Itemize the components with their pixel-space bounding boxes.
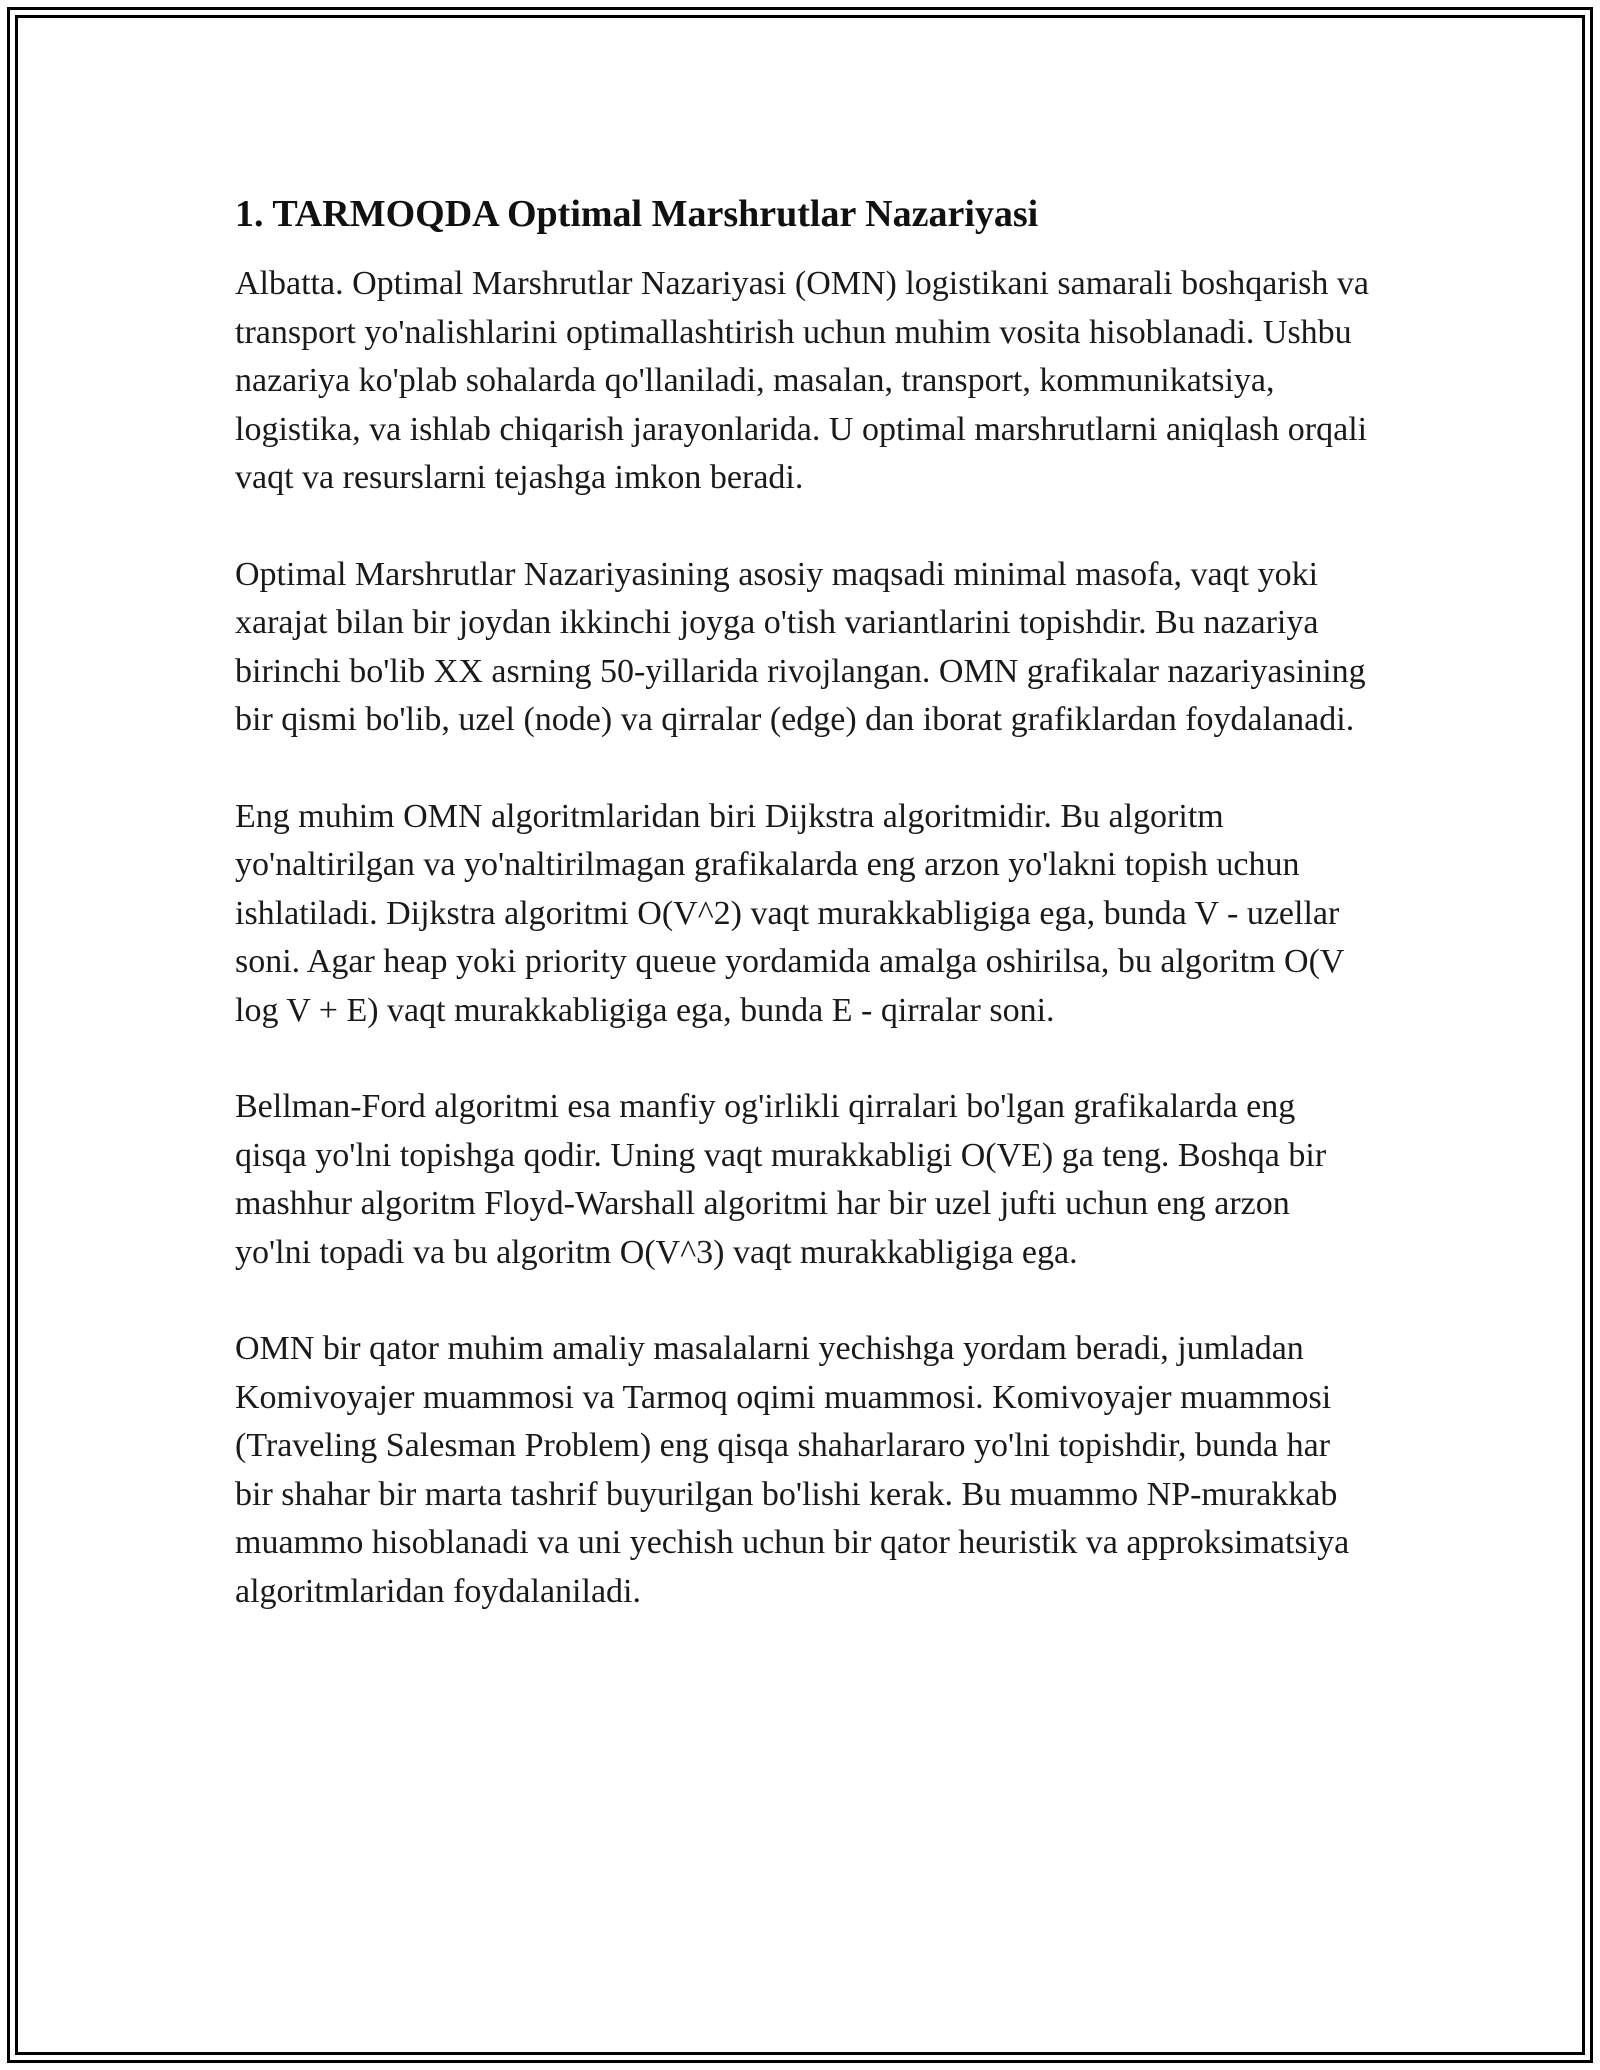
paragraph-applications: OMN bir qator muhim amaliy masalalarni yechishga yordam beradi, jumladan Komivoyajer muammosi va Tarmoq oqimi muammosi. Komivoyajer muammosi (Traveling Salesman Problem) eng qisqa shaharlararo yo'lni topishdir, bunda har bir shahar bir marta tashrif buyurilgan bo'lishi kerak. Bu muammo NP-murakkab muammo hisoblanadi va uni yechish uchun bir qator heuristik va approksimatsiya algoritmlaridan foydalaniladi.: [235, 1330, 1350, 1610]
document-body: [235, 190, 1370, 1664]
paragraph-purpose: Optimal Marshrutlar Nazariyasining asosiy maqsadi minimal masofa, vaqt yoki xarajat bilan bir joydan ikkinchi joyga o'tish variantlarini topishdir. Bu nazariya birinchi bo'lib XX asrning 50-yillarida rivojlangan. OMN grafikalar nazariyasining bir qismi bo'lib, uzel (node) va qirralar (edge) dan iborat grafiklardan foydalanadi.: [235, 555, 1366, 738]
paragraph-bellman-ford: Bellman-Ford algoritmi esa manfiy og'irlikli qirralari bo'lgan grafikalarda eng qisqa yo'lni topishga qodir. Uning vaqt murakkabligi O(VE) ga teng. Boshqa bir mashhur algoritm Floyd-Warshall algoritmi har bir uzel jufti uchun eng arzon yo'lni topadi va bu algoritm O(V^3) vaqt murakkabligiga ega.: [235, 1088, 1327, 1271]
paragraph-intro: Albatta. Optimal Marshrutlar Nazariyasi (OMN) logistikani samarali boshqarish va transport yo'nalishlarini optimallashtirish uchun muhim vosita hisoblanadi. Ushbu nazariya ko'plab sohalarda qo'llaniladi, masalan, transport, kommunikatsiya, logistika, va ishlab chiqarish jarayonlarida. U optimal marshrutlarni aniqlash orqali vaqt va resurslarni tejashga imkon beradi.: [235, 265, 1369, 496]
paragraph-dijkstra: Eng muhim OMN algoritmlaridan biri Dijkstra algoritmidir. Bu algoritm yo'naltirilgan va yo'naltirilmagan grafikalarda eng arzon yo'lakni topish uchun ishlatiladi. Dijkstra algoritmi O(V^2) vaqt murakkabligiga ega, bunda V - uzellar soni. Agar heap yoki priority queue yordamida amalga oshirilsa, bu algoritm O(V log V + E) vaqt murakkabligiga ega, bunda E - qirralar soni.: [235, 797, 1344, 1029]
section-heading: 1. TARMOQDA Optimal Marshrutlar Nazariyasi: [235, 193, 1039, 235]
